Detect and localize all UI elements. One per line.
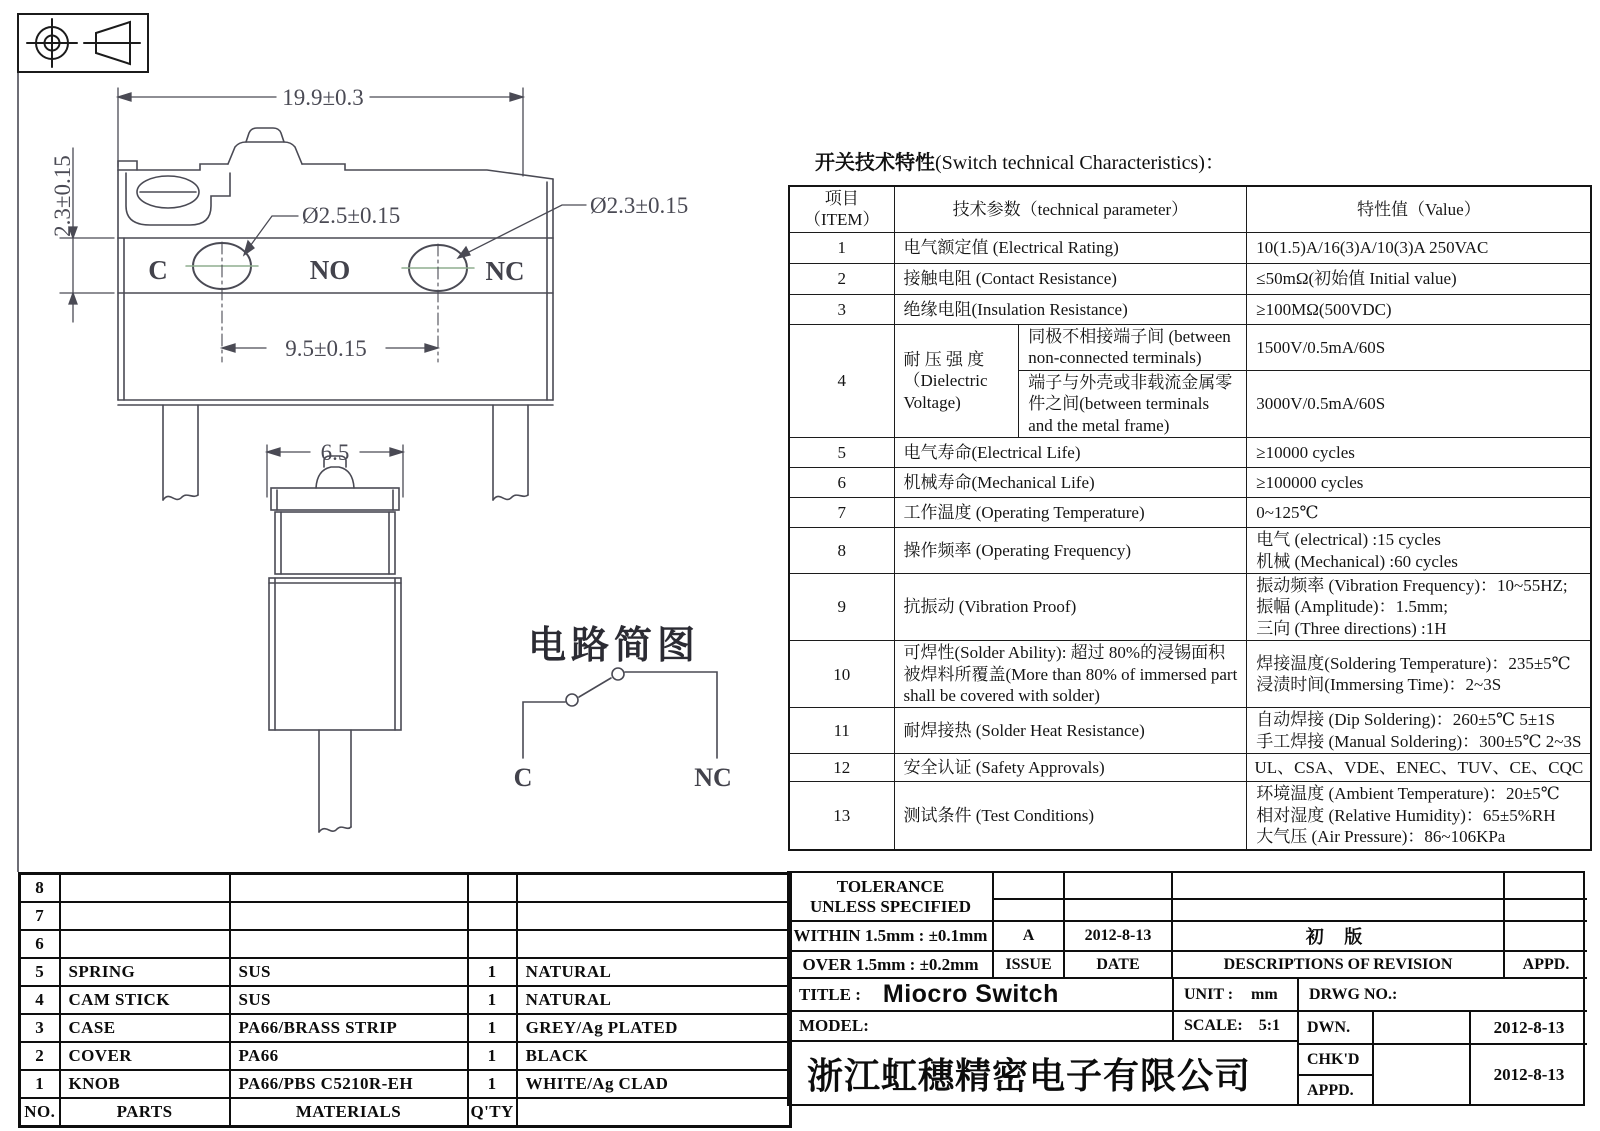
parts-row: 5 SPRING SUS 1 NATURAL — [20, 958, 791, 986]
revision-empty — [1505, 922, 1587, 952]
model-cell: MODEL: — [789, 1012, 1174, 1042]
parts-row: 8 — [20, 874, 791, 903]
title-value: Miocro Switch — [882, 980, 1059, 1008]
revision-description-value: 初 版 — [1173, 922, 1505, 952]
revision-empty — [1173, 900, 1505, 922]
spec-row-8: 8 操作频率 (Operating Frequency) 电气 (electrical) :15 cycles 机械 (Mechanical) :60 cycles — [789, 528, 1591, 574]
dim-hole-right-label: Ø2.3±0.15 — [590, 193, 689, 218]
spec-row-2: 2 接触电阻 (Contact Resistance) ≤50mΩ(初始值 Initial value) — [789, 263, 1591, 294]
unit-label: UNIT : — [1184, 985, 1234, 1003]
spec-row-1: 1 电气额定值 (Electrical Rating) 10(1.5)A/16(3)A/10(3)A 250VAC — [789, 232, 1591, 263]
dwn-date: 2012-8-13 — [1471, 1012, 1587, 1045]
company-name: 浙江虹穗精密电子有限公司 — [789, 1042, 1299, 1105]
parts-row: 1 KNOB PA66/PBS C5210R-EH 1 WHITE/Ag CLAD — [20, 1070, 791, 1098]
revision-description-label: DESCRIPTIONS OF REVISION — [1173, 952, 1505, 979]
revision-appd-label: APPD. — [1505, 952, 1587, 979]
spec-row-3: 3 绝缘电阻(Insulation Resistance) ≥100MΩ(500VDC) — [789, 294, 1591, 324]
revision-empty — [1505, 900, 1587, 922]
spec-table — [788, 185, 1592, 851]
scale-cell — [1174, 1012, 1299, 1042]
spec-row-7: 7 工作温度 (Operating Temperature) 0~125℃ — [789, 498, 1591, 528]
circuit-c-label: C — [513, 763, 533, 792]
terminal-c-label: C — [148, 255, 168, 285]
spec-heading-zh: 开关技术特性 — [815, 152, 935, 174]
dwn-label: DWN. — [1299, 1012, 1374, 1045]
dim-height-label: 2.3±0.15 — [50, 155, 75, 237]
terminal-nc-label: NC — [485, 256, 525, 286]
spec-row-4b: 端子与外壳或非载流金属零 件之间(between terminals and the metal frame) 3000V/0.5mA/60S — [789, 370, 1591, 437]
parts-row: 4 CAM STICK SUS 1 NATURAL — [20, 986, 791, 1014]
spec-heading — [815, 146, 1225, 175]
spec-row-12: 12 安全认证 (Safety Approvals) UL、CSA、VDE、ENEC、TUV、CE、CQC — [789, 754, 1591, 782]
technical-drawing — [0, 0, 790, 872]
revision-issue-label: ISSUE — [994, 952, 1065, 979]
revision-empty — [994, 900, 1065, 922]
front-view-drawing — [269, 456, 401, 832]
spec-header-value: 特性值（Value） — [1247, 186, 1592, 232]
spec-row-10: 10 可焊性(Solder Ability): 超过 80%的浸锡面积 被焊料所覆盖(More than 80% of immersed part shall be covered with solder) 焊接温度(Soldering Temperature)：235±5℃ 浸渍时间(Immersing Time)：2~3S — [789, 641, 1591, 708]
title-revision-block — [787, 871, 1585, 1106]
chkd-date: 2012-8-13 — [1493, 1065, 1565, 1084]
revision-empty — [1173, 873, 1505, 900]
dwn-blank — [1374, 1012, 1471, 1045]
spec-heading-en: (Switch technical Characteristics)： — [935, 152, 1225, 174]
circuit-diagram — [523, 668, 717, 758]
parts-row: 3 CASE PA66/BRASS STRIP 1 GREY/Ag PLATED — [20, 1014, 791, 1042]
drwg-cell: DRWG NO.: — [1299, 979, 1587, 1012]
dim-width-label: 19.9±0.3 — [282, 85, 364, 110]
dim-hole-left-label: Ø2.5±0.15 — [302, 203, 401, 228]
unit-cell — [1174, 979, 1299, 1012]
parts-row: 2 COVER PA66 1 BLACK — [20, 1042, 791, 1070]
terminal-no-label: NO — [309, 255, 351, 285]
spec-header-param: 技术参数（technical parameter） — [894, 186, 1247, 232]
spec-row-11: 11 耐焊接热 (Solder Heat Resistance) 自动焊接 (Dip Soldering)：260±5℃ 5±1S 手工焊接 (Manual Soldering)：300±5℃ 2~3S — [789, 708, 1591, 754]
revision-empty — [994, 873, 1065, 900]
parts-header-row: NO. PARTS MATERIALS Q'TY — [20, 1098, 791, 1127]
scale-label: SCALE: — [1184, 1017, 1243, 1034]
dim-pitch-label: 9.5±0.15 — [285, 336, 367, 361]
revision-date-value: 2012-8-13 — [1065, 922, 1173, 952]
appd-label: APPD. — [1299, 1076, 1374, 1105]
spec-header-row — [789, 186, 1591, 232]
spec-header-item: 项目 （ITEM） — [789, 186, 894, 232]
revision-empty — [1505, 873, 1587, 900]
spec-row-9: 9 抗振动 (Vibration Proof) 振动频率 (Vibration Frequency)：10~55HZ; 振幅 (Amplitude)：1.5mm; 三向 (Three directions) :1H — [789, 574, 1591, 641]
revision-issue-value: A — [994, 922, 1065, 952]
chkd-label: CHK'D — [1299, 1045, 1374, 1076]
tolerance-title: TOLERANCE UNLESS SPECIFIED — [789, 873, 994, 922]
spec-row-4a: 4 耐 压 强 度 （Dielectric Voltage) 同极不相接端子间 (between non-connected terminals) 1500V/0.5mA/60S — [789, 324, 1591, 370]
revision-date-label: DATE — [1065, 952, 1173, 979]
title-label: TITLE : — [799, 984, 861, 1004]
circuit-nc-label: NC — [694, 763, 732, 792]
spec-row-13: 13 测试条件 (Test Conditions) 环境温度 (Ambient Temperature)：20±5℃ 相对湿度 (Relative Humidity)：65±5%RH 大气压 (Air Pressure)：86~106KPa — [789, 782, 1591, 850]
title-cell — [789, 979, 1174, 1012]
parts-row: 6 — [20, 930, 791, 958]
tolerance-over: OVER 1.5mm : ±0.2mm — [789, 952, 994, 979]
chkd-blank — [1374, 1045, 1471, 1105]
scale-value: 5:1 — [1258, 1017, 1281, 1034]
first-angle-projection-icon — [18, 14, 148, 72]
parts-row: 7 — [20, 902, 791, 930]
revision-empty — [1065, 873, 1173, 900]
tolerance-within: WITHIN 1.5mm : ±0.1mm — [789, 922, 994, 952]
revision-empty — [1065, 900, 1173, 922]
dim-front-width-label: 6.5 — [320, 440, 350, 465]
unit-value: mm — [1251, 985, 1278, 1003]
spec-row-5: 5 电气寿命(Electrical Life) ≥10000 cycles — [789, 438, 1591, 468]
spec-row-6: 6 机械寿命(Mechanical Life) ≥100000 cycles — [789, 468, 1591, 498]
circuit-title: 电路简图 — [527, 625, 701, 667]
parts-table — [18, 872, 792, 1128]
